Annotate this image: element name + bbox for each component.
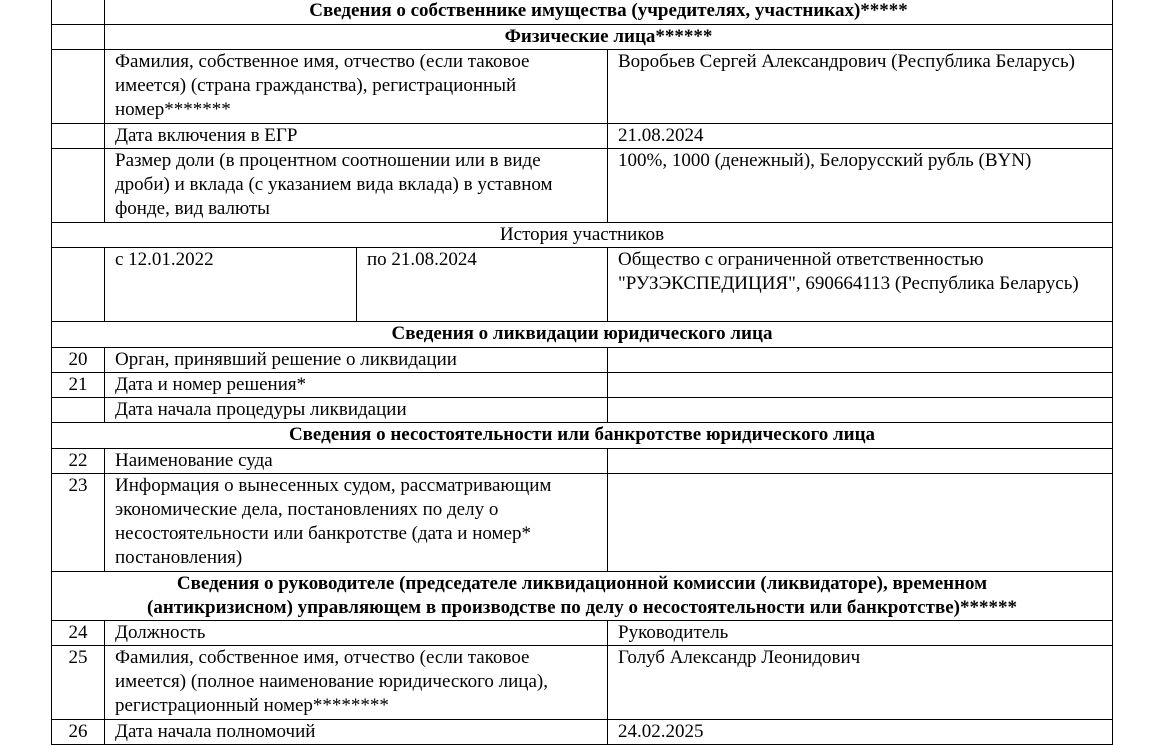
row-number: 20 [52, 348, 105, 373]
number-cell [52, 248, 105, 322]
field-value [608, 373, 1113, 398]
liquidation-section-title: Сведения о ликвидации юридического лица [52, 322, 1113, 348]
individuals-title: Физические лица****** [105, 25, 1113, 50]
manager-title-line-1: Сведения о руководителе (председателе ликвидационной комиссии (ликвидаторе), временном [176, 573, 988, 594]
row-number [52, 398, 105, 423]
table-row [52, 124, 1113, 149]
field-value [608, 449, 1113, 474]
row-number: 23 [52, 474, 105, 572]
number-cell [52, 50, 105, 124]
field-label: Фамилия, собственное имя, отчество (если таковое имеется) (страна гражданства), регистрационный номер******* [105, 50, 608, 124]
history-header-row [52, 223, 1113, 248]
field-value: Воробьев Сергей Александрович (Республика Беларусь) [608, 50, 1113, 124]
field-label: Орган, принявший решение о ликвидации [105, 348, 608, 373]
table-row [52, 720, 1113, 745]
owners-section-title: Сведения о собственнике имущества (учредителях, участниках)***** [105, 0, 1113, 25]
number-cell [52, 124, 105, 149]
field-value: Руководитель [608, 621, 1113, 646]
number-cell [52, 0, 105, 25]
field-label: Дата включения в ЕГР [105, 124, 608, 149]
field-label: Дата начала процедуры ликвидации [105, 398, 608, 423]
registry-extract-table [51, 0, 1113, 745]
manager-section-title [52, 572, 1113, 621]
table-row [52, 646, 1113, 720]
liquidation-section-header-row [52, 322, 1113, 348]
table-row [52, 373, 1113, 398]
table-row [52, 50, 1113, 124]
field-label: Должность [105, 621, 608, 646]
history-title: История участников [52, 223, 1113, 248]
row-number: 21 [52, 373, 105, 398]
field-label: Наименование суда [105, 449, 608, 474]
field-value: 100%, 1000 (денежный), Белорусский рубль (BYN) [608, 149, 1113, 223]
field-label: Дата и номер решения* [105, 373, 608, 398]
field-label: Информация о вынесенных судом, рассматривающим экономические дела, постановлениях по делу о несостоятельности или банкротстве (дата и номер* постановления) [105, 474, 608, 572]
number-cell [52, 25, 105, 50]
table-row [52, 149, 1113, 223]
table-row [52, 621, 1113, 646]
row-number: 26 [52, 720, 105, 745]
manager-section-header-row [52, 572, 1113, 621]
field-value [608, 398, 1113, 423]
field-label: Фамилия, собственное имя, отчество (если таковое имеется) (полное наименование юридического лица), регистрационный номер******** [105, 646, 608, 720]
individuals-header-row [52, 25, 1113, 50]
field-label: Дата начала полномочий [105, 720, 608, 745]
field-value: 21.08.2024 [608, 124, 1113, 149]
field-value: Голуб Александр Леонидович [608, 646, 1113, 720]
table-row [52, 474, 1113, 572]
table-row [52, 348, 1113, 373]
row-number: 25 [52, 646, 105, 720]
manager-title-line-2: (антикризисном) управляющем в производстве по делу о несостоятельности или банкротстве)****** [147, 597, 1017, 618]
bankruptcy-section-title: Сведения о несостоятельности или банкротстве юридического лица [52, 423, 1113, 449]
field-value [608, 474, 1113, 572]
row-number: 24 [52, 621, 105, 646]
number-cell [52, 149, 105, 223]
field-value: 24.02.2025 [608, 720, 1113, 745]
row-number: 22 [52, 449, 105, 474]
history-from-date: с 12.01.2022 [105, 248, 357, 322]
owners-section-header-row [52, 0, 1113, 25]
bankruptcy-section-header-row [52, 423, 1113, 449]
table-row [52, 398, 1113, 423]
table-row [52, 449, 1113, 474]
history-to-date: по 21.08.2024 [357, 248, 608, 322]
field-label: Размер доли (в процентном соотношении или в виде дроби) и вклада (с указанием вида вклада) в уставном фонде, вид валюты [105, 149, 608, 223]
field-value [608, 348, 1113, 373]
history-participant: Общество с ограниченной ответственностью "РУЗЭКСПЕДИЦИЯ", 690664113 (Республика Беларусь) [608, 248, 1113, 322]
history-row [52, 248, 1113, 322]
